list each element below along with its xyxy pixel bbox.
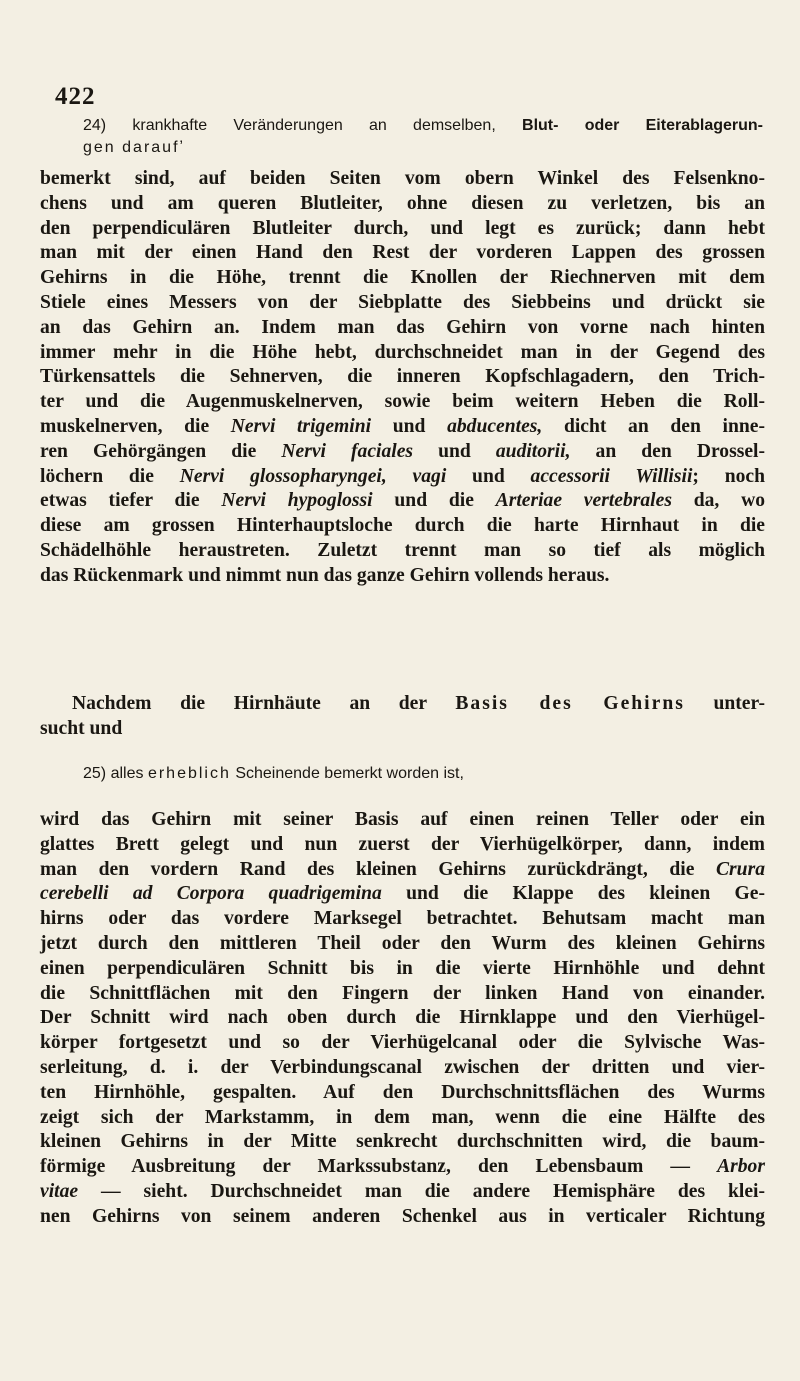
- paragraph-3-line: nen Gehirns von seinem anderen Schenkel aus in verticaler Richtung: [40, 1205, 765, 1227]
- spaced-term: erheblich: [147, 765, 231, 782]
- text-run: muskelnerven, die: [40, 415, 210, 437]
- paragraph-1-line: Gehirns in die Höhe, trennt die Knollen der Riechnerven mit dem: [40, 267, 765, 289]
- text-run: — sieht. Durchschneidet man die andere Hemisphäre des klei-: [101, 1180, 765, 1202]
- paragraph-3-line: serleitung, d. i. der Verbindungscanal zwischen der dritten und vier-: [40, 1056, 765, 1078]
- paragraph-1-line: diese am grossen Hinterhauptsloche durch die harte Hirnhaut in die: [40, 515, 765, 537]
- paragraph-2-line: [40, 692, 765, 717]
- paragraph-3-line: die Schnittflächen mit den Fingern der linken Hand von einander.: [40, 982, 765, 1004]
- paragraph-1-line: immer mehr in die Höhe hebt, durchschneidet man in der Gegend des: [40, 341, 765, 363]
- text-run: etwas tiefer die: [40, 490, 200, 512]
- paragraph-3-line: wird das Gehirn mit seiner Basis auf einen reinen Teller oder ein: [40, 809, 765, 830]
- page-number: 422: [55, 83, 96, 110]
- paragraph-3-line: [40, 882, 765, 907]
- footnote-24-text: krankhafte Veränderungen an demselben,: [132, 117, 496, 134]
- footnote-24-line-2: [83, 137, 763, 159]
- italic-term: Nervi trigemini: [230, 415, 372, 437]
- footnote-25: [83, 763, 763, 785]
- paragraph-2: [40, 692, 765, 742]
- text-run: ; noch: [692, 465, 765, 487]
- italic-term: Nervi glossopharyngei, vagi: [179, 465, 447, 487]
- paragraph-3-line: Der Schnitt wird nach oben durch die Hirnklappe und den Vierhügel-: [40, 1007, 765, 1029]
- paragraph-3-line: [40, 1155, 765, 1180]
- italic-term: abducentes,: [447, 415, 543, 437]
- footnote-24-label: 24): [83, 117, 107, 134]
- text-run: und die Klappe des kleinen Ge-: [406, 883, 765, 905]
- paragraph-1-line: [40, 440, 765, 465]
- text-run: unter-: [713, 693, 765, 714]
- text-run: und: [472, 465, 505, 487]
- paragraph-1-line: Stiele eines Messers von der Siebplatte des Siebbeins und drückt sie: [40, 291, 765, 313]
- paragraph-1-line: man mit der einen Hand den Rest der vorderen Lappen des grossen: [40, 242, 765, 264]
- text-run: ren Gehörgängen die: [40, 440, 257, 462]
- text-run: und: [392, 415, 426, 437]
- footnote-24-continuation: gen daraufʼ: [83, 139, 186, 156]
- text-run: dicht an den inne-: [563, 415, 765, 437]
- paragraph-3-line: zeigt sich der Markstamm, in dem man, wenn die eine Hälfte des: [40, 1106, 765, 1128]
- paragraph-3-line: [40, 858, 765, 883]
- footnote-24: [83, 115, 763, 159]
- italic-term: cerebelli ad Corpora quadrigemina: [40, 883, 382, 905]
- paragraph-1-line: den perpendiculären Blutleiter durch, und legt es zurück; dann hebt: [40, 217, 765, 239]
- footnote-24-emphasis: Blut- oder Eiterablagerun-: [522, 117, 763, 134]
- italic-term: Nervi hypoglossi: [221, 490, 373, 512]
- italic-term: Arteriae vertebrales: [495, 490, 672, 512]
- paragraph-3-line: hirns oder das vordere Marksegel betrachtet. Behutsam macht man: [40, 908, 765, 930]
- paragraph-1-line: [40, 465, 765, 490]
- paragraph-1-line: Schädelhöhle heraustreten. Zuletzt trennt man so tief als möglich: [40, 539, 765, 561]
- paragraph-3-line: körper fortgesetzt und so der Vierhügelcanal oder die Sylvische Was-: [40, 1032, 765, 1054]
- paragraph-1-line: [40, 415, 765, 440]
- paragraph-3-line: kleinen Gehirns in der Mitte senkrecht durchschnitten wird, die baum-: [40, 1131, 765, 1153]
- text-run: da, wo: [693, 490, 766, 512]
- footnote-24-line-1: [83, 115, 763, 137]
- paragraph-1-line: das Rückenmark und nimmt nun das ganze Gehirn vollends heraus.: [40, 564, 610, 586]
- paragraph-3-line: [40, 1180, 765, 1205]
- paragraph-3-line: einen perpendiculären Schnitt bis in die vierte Hirnhöhle und dehnt: [40, 957, 765, 979]
- paragraph-1-line: ter und die Augenmuskelnerven, sowie beim weitern Heben die Roll-: [40, 391, 765, 413]
- text-run: und: [438, 440, 471, 462]
- paragraph-1-line: Türkensattels die Sehnerven, die inneren Kopfschlagadern, den Trich-: [40, 366, 765, 388]
- paragraph-2-line: sucht und: [40, 717, 123, 739]
- text-run: förmige Ausbreitung der Markssubstanz, den Lebensbaum —: [40, 1156, 690, 1178]
- italic-term: accessorii Willisii: [530, 465, 693, 487]
- paragraph-1: [40, 167, 765, 589]
- italic-term: Crura: [715, 858, 765, 880]
- text-run: und die: [394, 490, 474, 512]
- text-run: 25) alles: [83, 765, 144, 782]
- text-run: man den vordern Rand des kleinen Gehirns zurückdrängt, die: [40, 858, 695, 880]
- text-run: Scheinende bemerkt worden ist,: [235, 765, 464, 782]
- text-run: löchern die: [40, 465, 154, 487]
- italic-term: Nervi faciales: [281, 440, 414, 462]
- paragraph-1-line: [40, 489, 765, 514]
- footnote-25-line: [83, 763, 763, 785]
- italic-term: auditorii,: [495, 440, 571, 462]
- spaced-term: Basis des Gehirns: [455, 693, 685, 714]
- italic-term: vitae: [40, 1180, 79, 1202]
- paragraph-3-line: ten Hirnhöhle, gespalten. Auf den Durchschnittsflächen des Wurms: [40, 1081, 765, 1103]
- paragraph-1-line: an das Gehirn an. Indem man das Gehirn von vorne nach hinten: [40, 316, 765, 338]
- paragraph-3-line: glattes Brett gelegt und nun zuerst der Vierhügelkörper, dann, indem: [40, 833, 765, 855]
- paragraph-1-line: chens und am queren Blutleiter, ohne diesen zu verletzen, bis an: [40, 192, 765, 214]
- paragraph-3: [40, 808, 765, 1230]
- italic-term: Arbor: [717, 1156, 765, 1178]
- text-run: Nachdem die Hirnhäute an der: [72, 693, 427, 714]
- paragraph-1-line: bemerkt sind, auf beiden Seiten vom obern Winkel des Felsenkno-: [40, 168, 765, 189]
- paragraph-3-line: jetzt durch den mittleren Theil oder den Wurm des kleinen Gehirns: [40, 932, 765, 954]
- text-run: an den Drossel-: [595, 440, 766, 462]
